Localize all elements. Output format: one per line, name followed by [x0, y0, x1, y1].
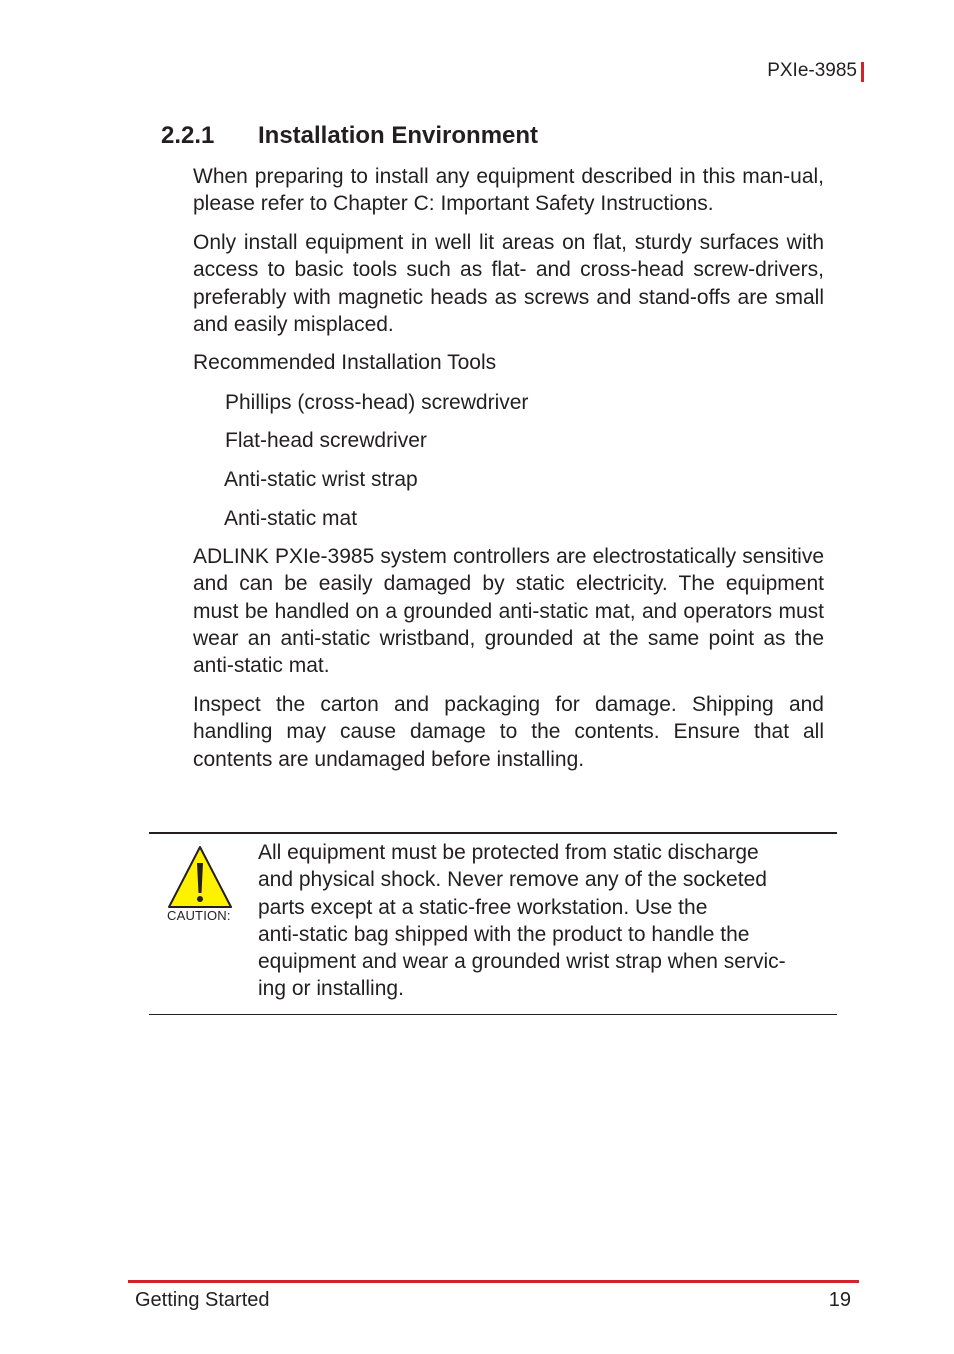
footer-section-name: Getting Started — [135, 1289, 270, 1311]
section-title: Installation Environment — [258, 122, 539, 149]
section-number: 2.2.1 — [161, 122, 215, 149]
footer-accent-rule — [128, 1280, 859, 1283]
paragraph-inspect: Inspect the carton and packaging for damage. Shipping and handling may cause damage to the contents. Ensure that all contents are undamaged before installing. — [193, 693, 824, 771]
caution-label: CAUTION: — [167, 908, 231, 923]
paragraph-electrostatic: ADLINK PXIe-3985 system controllers are electrostatically sensitive and can be easily damaged by static electricity. The equipment must be handled on a grounded anti-static mat, and operators must wear an anti-static wristband, grounded at the same point as the anti-static mat. — [193, 545, 824, 678]
footer-page-number: 19 — [828, 1289, 851, 1311]
paragraph-environment: Only install equipment in well lit areas on flat, sturdy surfaces with access to basic tools such as flat- and cross-head screw-​drivers, preferably with magnetic heads as screws and stand-​offs are small and easily misplaced. — [193, 231, 824, 336]
header-product-name: PXIe-3985 — [767, 60, 857, 81]
tool-item-phillips: Phillips (cross-head) screwdriver — [225, 391, 529, 414]
tool-item-mat: Anti-static mat — [224, 507, 358, 530]
warning-triangle-icon — [167, 845, 233, 911]
tool-item-flathead: Flat-head screwdriver — [225, 429, 427, 452]
paragraph-preparation: When preparing to install any equipment described in this man-​ual, please refer to Chapter C: Important Safety Instructions. — [193, 165, 824, 216]
paragraph-tools-heading: Recommended Installation Tools — [193, 351, 497, 374]
header-accent-bar — [861, 62, 864, 82]
caution-text: All equipment must be protected from static discharge and physical shock. Never remove any of the socketed parts except at a static-free workstation. Use the anti-static bag shipped with the product to handle the equipment and wear a grounded wrist strap when servic- ing or installing. — [258, 841, 786, 1001]
tool-item-wrist-strap: Anti-static wrist strap — [224, 468, 418, 491]
